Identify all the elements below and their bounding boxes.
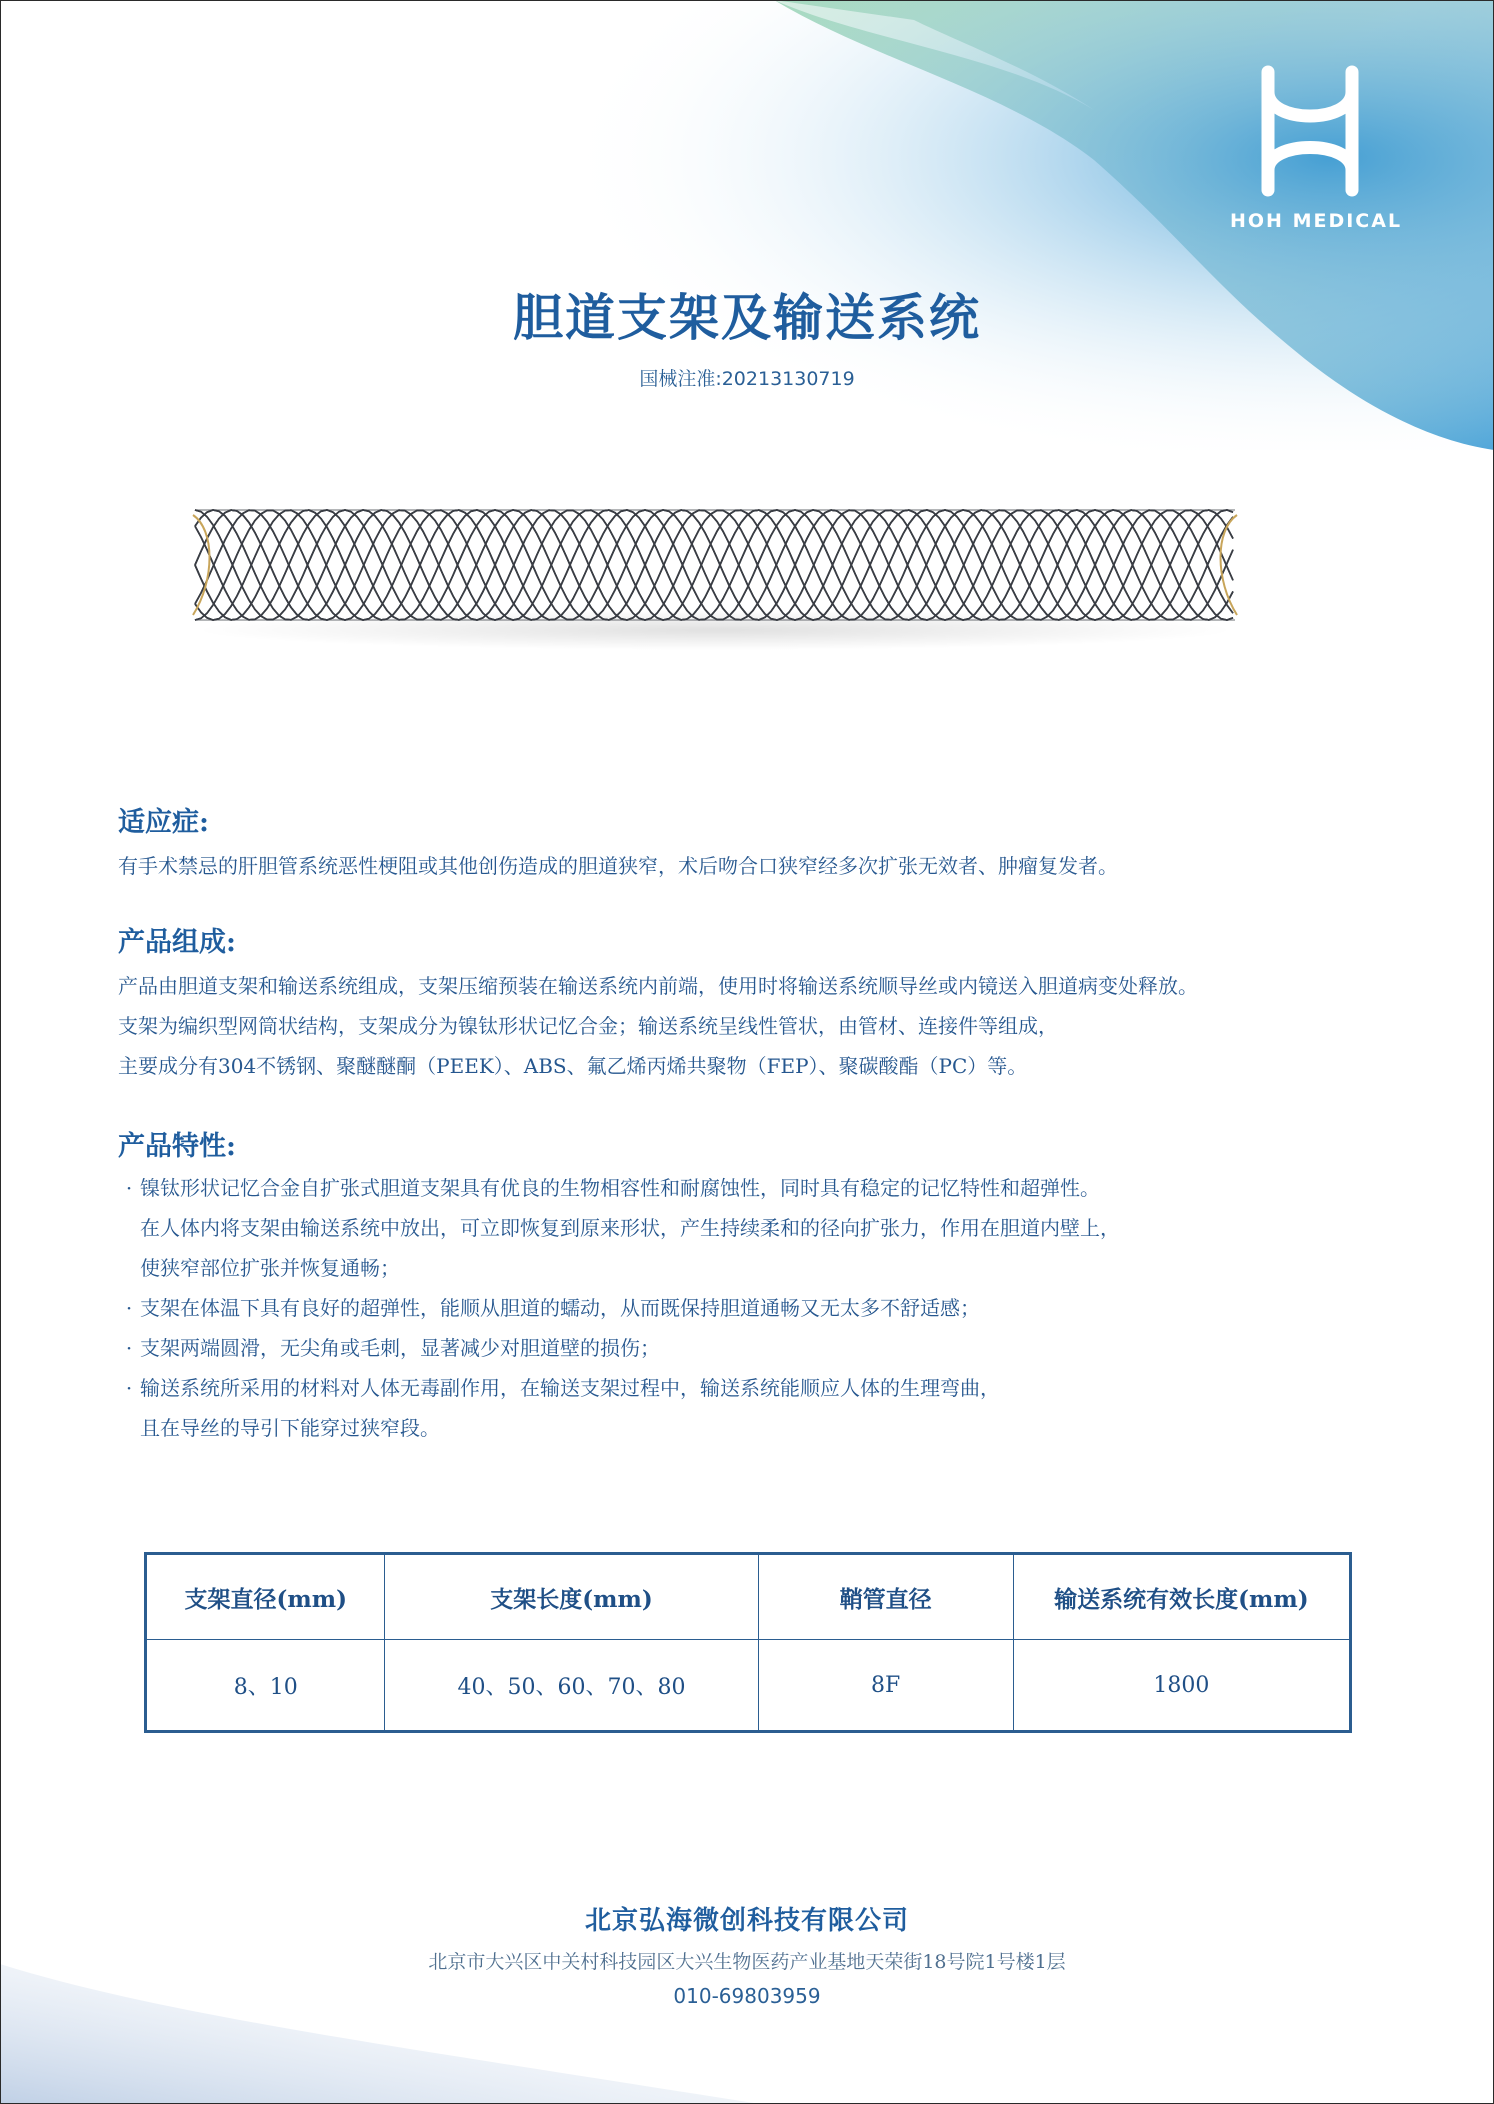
biliary-stent-image [185, 490, 1245, 680]
feature-line: 且在导丝的导引下能穿过狭窄段。 [140, 1416, 440, 1440]
header-delivery-length: 输送系统有效长度(mm) [1013, 1554, 1350, 1640]
composition-text [118, 966, 1398, 1086]
features-heading: 产品特性: [118, 1131, 236, 1162]
feature-line: 输送系统所采用的材料对人体无毒副作用，在输送支架过程中，输送系统能顺应人体的生理弯曲， [140, 1376, 1000, 1400]
bullet-dot: · [125, 1176, 133, 1200]
table-row [146, 1640, 1351, 1732]
bullet-dot: · [125, 1336, 133, 1360]
header-stent-length: 支架长度(mm) [385, 1554, 758, 1640]
header-stent-diameter: 支架直径(mm) [146, 1554, 385, 1640]
bullet-dot: · [125, 1296, 133, 1320]
logo-wordmark: HOH MEDICAL [1230, 210, 1403, 232]
indications-line: 有手术禁忌的肝胆管系统恶性梗阻或其他创伤造成的胆道狭窄，术后吻合口狭窄经多次扩张无效者、肿瘤复发者。 [118, 854, 1118, 878]
biliary-stent-mesh-icon [185, 490, 1245, 680]
cell-sheath-diameter: 8F [758, 1640, 1013, 1732]
table-header-row [146, 1554, 1351, 1640]
company-phone: 010-69803959 [673, 1984, 821, 2008]
composition-heading: 产品组成: [118, 927, 236, 958]
feature-item [118, 1288, 1398, 1328]
title-block [0, 278, 1494, 391]
brand-logo [1230, 62, 1403, 232]
composition-line: 支架为编织型网筒状结构，支架成分为镍钛形状记忆合金；输送系统呈线性管状，由管材、连接件等组成， [118, 1014, 1058, 1038]
bullet-dot: · [125, 1376, 133, 1400]
header-sheath-diameter: 鞘管直径 [758, 1554, 1013, 1640]
composition-line: 产品由胆道支架和输送系统组成，支架压缩预装在输送系统内前端，使用时将输送系统顺导丝或内镜送入胆道病变处释放。 [118, 974, 1198, 998]
feature-line: 支架两端圆滑，无尖角或毛刺，显著减少对胆道壁的损伤； [140, 1336, 660, 1360]
footer [0, 1900, 1494, 2008]
company-name: 北京弘海微创科技有限公司 [584, 1906, 909, 1936]
feature-line: 使狭窄部位扩张并恢复通畅； [140, 1256, 400, 1280]
cell-stent-diameter: 8、10 [146, 1640, 385, 1732]
indications-text [118, 846, 1398, 886]
feature-line: 在人体内将支架由输送系统中放出，可立即恢复到原来形状，产生持续柔和的径向扩张力，作用在胆道内壁上， [140, 1216, 1120, 1240]
indications-heading: 适应症: [118, 807, 209, 838]
feature-item [118, 1168, 1398, 1288]
page-title: 胆道支架及输送系统 [513, 288, 981, 347]
cell-delivery-length: 1800 [1013, 1640, 1350, 1732]
features-list [118, 1168, 1398, 1448]
feature-line: 支架在体温下具有良好的超弹性，能顺从胆道的蠕动，从而既保持胆道通畅又无太多不舒适感； [140, 1296, 980, 1320]
feature-line: 镍钛形状记忆合金自扩张式胆道支架具有优良的生物相容性和耐腐蚀性，同时具有稳定的记忆特性和超弹性。 [140, 1176, 1100, 1200]
feature-item [118, 1328, 1398, 1368]
composition-line: 主要成分有304不锈钢、聚醚醚酮（PEEK）、ABS、氟乙烯丙烯共聚物（FEP）、聚碳酸酯（PC）等。 [118, 1054, 1028, 1078]
feature-item [118, 1368, 1398, 1448]
spec-table [144, 1552, 1352, 1733]
hoh-h-mark-icon [1230, 62, 1390, 202]
cell-stent-length: 40、50、60、70、80 [385, 1640, 758, 1732]
registration-number: 国械注准:20213130719 [639, 368, 855, 390]
company-address: 北京市大兴区中关村科技园区大兴生物医药产业基地天荣街18号院1号楼1层 [428, 1951, 1066, 1973]
